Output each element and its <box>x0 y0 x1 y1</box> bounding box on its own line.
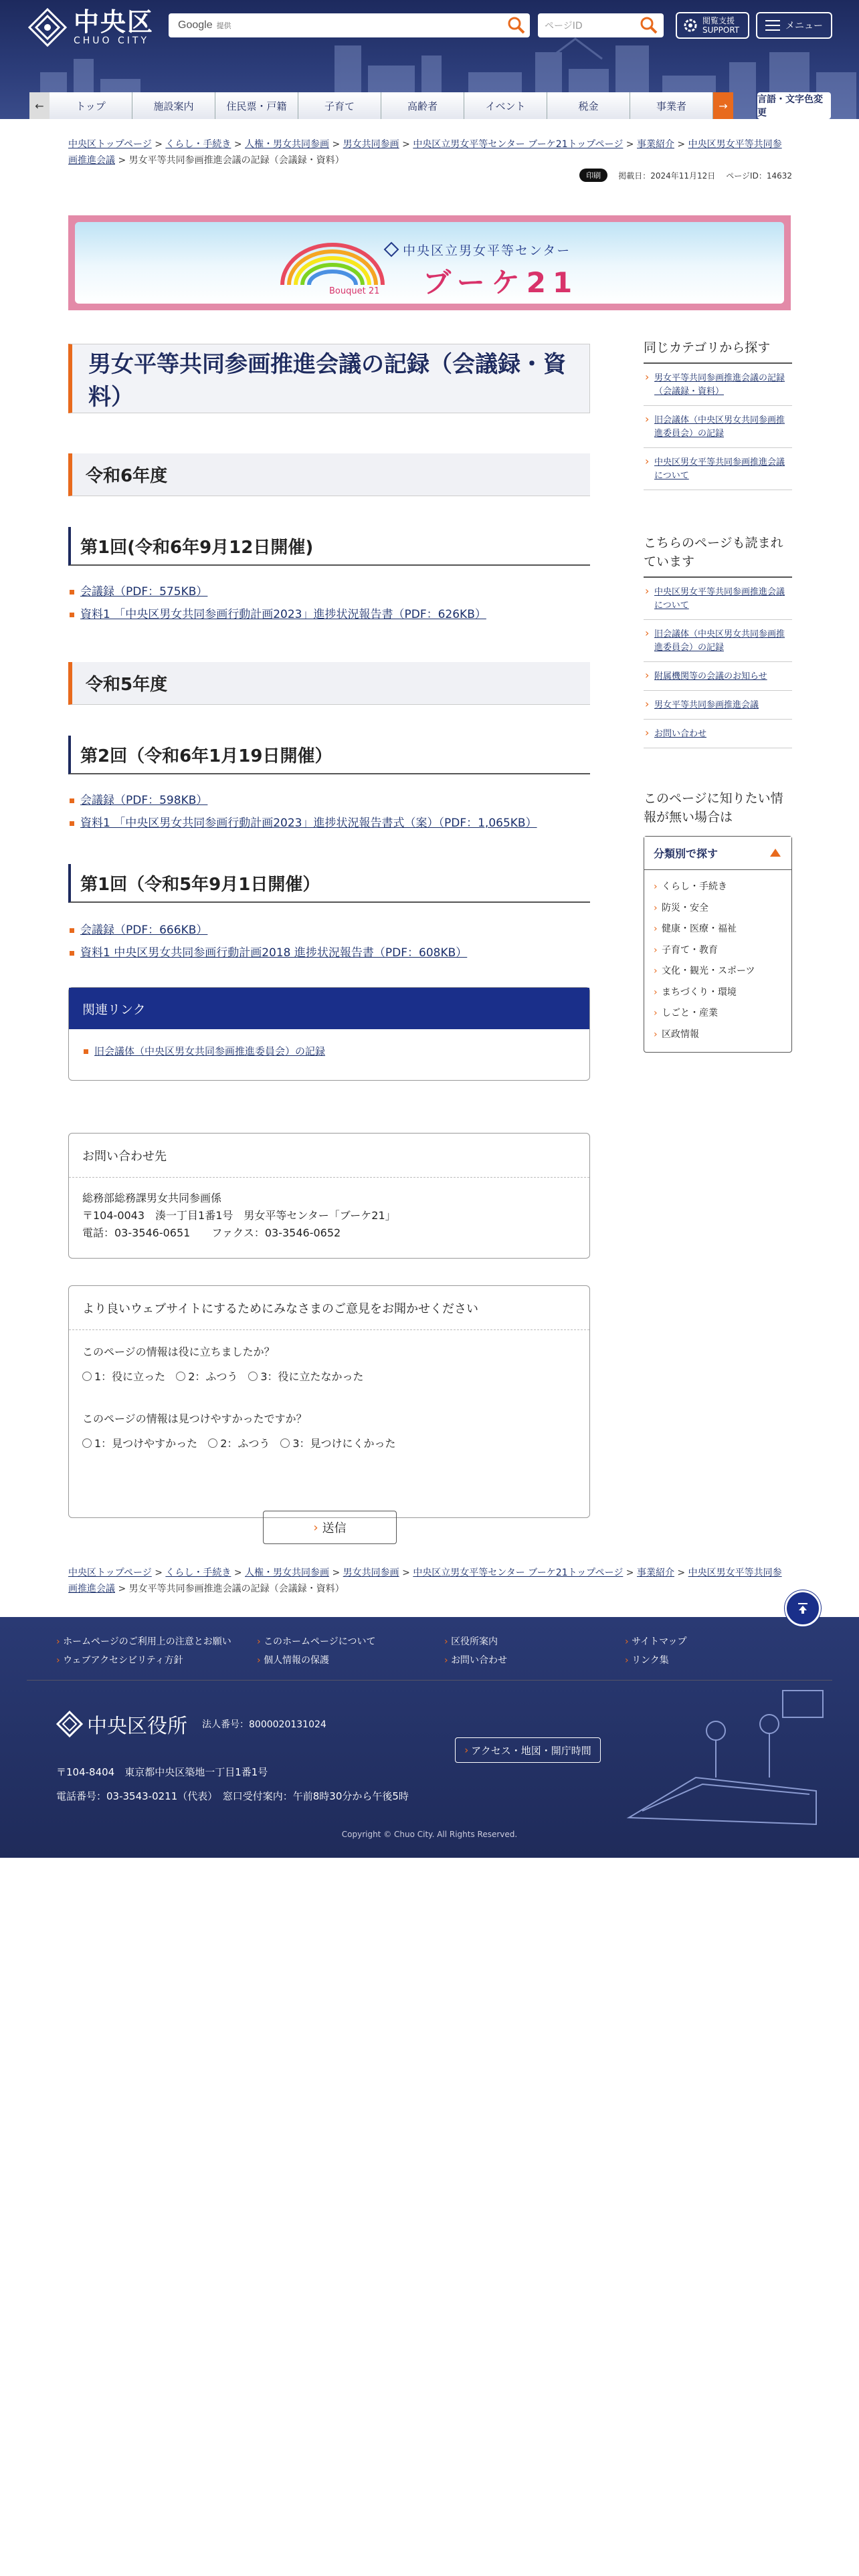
nav-item-facilities[interactable]: 施設案内 <box>132 92 215 119</box>
category-item[interactable]: › 子育て・教育 <box>654 940 791 962</box>
category-item[interactable]: › くらし・手続き <box>654 877 791 898</box>
sidebar-also-read <box>644 534 792 748</box>
language-color-button[interactable]: 言語・文字色変更 <box>757 92 831 119</box>
sidebar-link[interactable]: お問い合わせ <box>654 729 707 739</box>
breadcrumb-link[interactable]: 中央区立男女平等センター ブーケ21トップページ <box>413 139 624 150</box>
breadcrumb-link[interactable]: 中央区立男女平等センター ブーケ21トップページ <box>413 1568 624 1578</box>
survey-heading: より良いウェブサイトにするためにみなさまのご意見をお聞かせください <box>69 1286 589 1330</box>
nav-item-business[interactable]: 事業者 <box>630 92 713 119</box>
banner-title: 中央区立男女平等センター <box>403 243 571 258</box>
bouquet-caption: Bouquet 21 <box>329 286 380 296</box>
support-label-ja: 閲覧支援 <box>702 16 735 25</box>
sidebar-item <box>644 406 792 448</box>
search-icon[interactable] <box>506 15 527 35</box>
nav-item-elderly[interactable]: 高齢者 <box>381 92 464 119</box>
year-heading: 令和6年度 <box>68 453 590 496</box>
footer-link[interactable]: › ホームページのご利用上の注意とお願い <box>56 1634 257 1648</box>
survey-question-2: このページの情報は見つけやすかったですか？ <box>82 1412 307 1425</box>
survey-q1-options <box>82 1368 576 1384</box>
radio-option[interactable]: 1：見つけやすかった <box>82 1435 197 1451</box>
back-to-top-button[interactable] <box>785 1590 821 1626</box>
survey-question-1: このページの情報は役に立ちましたか？ <box>82 1346 275 1358</box>
chuo-city-emblem-icon <box>27 7 68 48</box>
market-illustration <box>615 1684 830 1831</box>
bouquet21-banner[interactable] <box>68 215 791 310</box>
global-nav <box>29 92 733 119</box>
contact-heading: お問い合わせ先 <box>69 1134 589 1178</box>
document-list <box>68 789 590 835</box>
logo-subtitle: CHUO CITY <box>74 35 150 46</box>
survey-q2-options <box>82 1435 576 1451</box>
survey-form <box>68 1285 590 1535</box>
meeting-heading: 第1回（令和5年9月1日開催） <box>68 864 590 903</box>
breadcrumb-link[interactable]: 中央区男女平等共同参画推進会議 <box>68 139 782 166</box>
footer-logo <box>56 1709 326 1739</box>
meeting-heading: 第2回（令和6年1月19日開催） <box>68 736 590 774</box>
page-id: ページID：14632 <box>726 171 792 181</box>
meeting-heading: 第1回(令和6年9月12日開催) <box>68 527 590 566</box>
updated-date: 掲載日：2024年11月12日 <box>618 171 716 181</box>
print-button[interactable]: 印刷 <box>579 169 607 182</box>
sidebar-item <box>644 620 792 662</box>
sidebar-link[interactable]: 旧会議体（中央区男女共同参画推進委員会）の記録 <box>654 415 785 439</box>
google-label: Google <box>178 19 213 31</box>
related-links-heading: 関連リンク <box>69 988 589 1029</box>
nav-item-tax[interactable]: 税金 <box>547 92 630 119</box>
category-browser <box>644 836 792 1053</box>
pdf-link[interactable]: 会議録（PDF：575KB） <box>80 585 208 599</box>
radio-icon <box>82 1438 92 1448</box>
breadcrumb-current: 男女平等共同参画推進会議の記録（会議録・資料） <box>128 155 345 166</box>
category-heading: 分類別で探す <box>654 847 719 860</box>
radio-icon <box>176 1372 185 1381</box>
banner-name: ブーケ21 <box>423 266 579 299</box>
footer-phone: 電話番号：03-3543-0211（代表） 窓口受付案内：午前8時30分から午後5時 <box>56 1790 409 1802</box>
sidebar-heading: 同じカテゴリから探す <box>644 338 792 364</box>
provider-label: 提供 <box>216 21 231 30</box>
footer-address: 〒104-8404 東京都中央区築地一丁目1番1号 <box>56 1766 268 1778</box>
sidebar-item <box>644 662 792 691</box>
page-id-search-icon[interactable] <box>638 15 660 35</box>
breadcrumb-link[interactable]: くらし・手続き <box>165 1568 231 1578</box>
logo-title: 中央区 <box>74 7 155 37</box>
contact-address: 〒104-0043 湊一丁目1番1号 男女平等センター「ブーケ21」 <box>82 1209 396 1222</box>
sidebar-link[interactable]: 男女平等共同参画推進会議の記録（会議録・資料） <box>654 373 785 397</box>
list-item <box>68 580 590 603</box>
gear-icon <box>682 17 698 33</box>
nav-next-arrow-icon[interactable]: → <box>713 92 733 119</box>
hamburger-icon <box>765 20 780 31</box>
access-label: アクセス・地図・開庁時間 <box>471 1744 591 1757</box>
pdf-link[interactable]: 資料1 「中央区男女共同参画行動計画2023」進捗状況報告書式（案）（PDF：1,065KB） <box>80 817 537 830</box>
menu-button[interactable] <box>756 12 832 39</box>
sidebar-link[interactable]: 男女平等共同参画推進会議 <box>654 700 759 710</box>
site-search-input[interactable] <box>169 13 530 37</box>
sidebar-item <box>644 448 792 490</box>
list-item <box>82 1040 576 1063</box>
accessibility-support-button[interactable] <box>676 12 749 39</box>
year-heading: 令和5年度 <box>68 662 590 705</box>
footer-link[interactable]: › お問い合わせ <box>444 1653 625 1667</box>
sidebar-same-category <box>644 338 792 490</box>
pdf-link[interactable]: 会議録（PDF：666KB） <box>80 924 208 937</box>
list-item <box>68 942 590 964</box>
category-item[interactable]: › まちづくり・環境 <box>654 982 791 1004</box>
sidebar-link[interactable]: 旧会議体（中央区男女共同参画推進委員会）の記録 <box>654 629 785 653</box>
footer-divider <box>27 1680 832 1681</box>
related-links-list <box>69 1029 589 1073</box>
category-item[interactable]: › 文化・観光・スポーツ <box>654 961 791 982</box>
submit-label: 送信 <box>322 1521 347 1535</box>
footer-links <box>56 1634 799 1667</box>
page-meta <box>569 169 792 182</box>
arrow-up-icon <box>796 1602 809 1615</box>
breadcrumb-link[interactable]: 中央区トップページ <box>68 139 152 150</box>
radio-icon <box>280 1438 290 1448</box>
contact-phone: 電話：03-3546-0651 ファクス：03-3546-0652 <box>82 1226 341 1239</box>
radio-option[interactable]: 2：ふつう <box>208 1435 270 1451</box>
submit-button[interactable]: › 送信 <box>263 1511 397 1544</box>
chuo-emblem-icon <box>384 242 399 257</box>
related-link[interactable]: 旧会議体（中央区男女共同参画推進委員会）の記録 <box>94 1045 326 1057</box>
page-id-placeholder: ページID <box>545 21 583 31</box>
document-list <box>68 580 590 626</box>
copyright: Copyright © Chuo City. All Rights Reserved. <box>341 1830 518 1839</box>
sidebar-link[interactable]: 附属機関等の会議のお知らせ <box>654 671 767 681</box>
sidebar-item <box>644 691 792 720</box>
breadcrumb-link[interactable]: 人権・男女共同参画 <box>245 1568 330 1578</box>
sidebar-item <box>644 364 792 406</box>
document-list <box>68 919 590 964</box>
pdf-link[interactable]: 会議録（PDF：598KB） <box>80 794 208 807</box>
breadcrumb-link[interactable]: 人権・男女共同参画 <box>245 139 330 150</box>
site-logo[interactable] <box>27 7 154 48</box>
rainbow-people-illustration <box>276 231 389 292</box>
footer-link[interactable]: › 個人情報の保護 <box>257 1653 444 1667</box>
category-toggle[interactable] <box>644 837 791 870</box>
page-title: 男女平等共同参画推進会議の記録（会議録・資料） <box>68 344 590 413</box>
nav-item-residency[interactable]: 住民票・戸籍 <box>215 92 298 119</box>
sidebar-link[interactable]: 中央区男女平等共同参画推進会議について <box>654 457 785 481</box>
site-footer <box>0 1617 859 1858</box>
sidebar-item <box>644 720 792 748</box>
sidebar-find-heading: このページに知りたい情報が無い場合は <box>644 791 783 825</box>
breadcrumb-bottom: 中央区トップページ > くらし・手続き > 人権・男女共同参画 > 男女共同参画 > 中央区立男女平等センター ブーケ21トップページ > 事業紹介 > 中央区男女平等共同参画推進会議 > 男女平等共同参画推進会議の記録（会議録・資料） <box>68 1568 782 1594</box>
radio-option[interactable]: 2：ふつう <box>176 1368 237 1384</box>
breadcrumb-current: 男女平等共同参画推進会議の記録（会議録・資料） <box>128 1584 345 1594</box>
menu-label: メニュー <box>785 21 823 31</box>
radio-icon <box>248 1372 258 1381</box>
footer-link[interactable]: › このホームページについて <box>257 1634 444 1648</box>
footer-org-name: 中央区役所 <box>87 1715 187 1738</box>
breadcrumb-link[interactable]: 男女共同参画 <box>343 1568 399 1578</box>
sidebar-link[interactable]: 中央区男女平等共同参画推進会議について <box>654 587 785 611</box>
pdf-link[interactable]: 資料1 中央区男女共同参画行動計画2018 進捗状況報告書（PDF：608KB） <box>80 946 468 960</box>
category-item[interactable]: › 防災・安全 <box>654 898 791 920</box>
sidebar-item <box>644 578 792 620</box>
list-item <box>68 919 590 942</box>
sidebar-heading: こちらのページも読まれています <box>644 534 792 578</box>
category-item[interactable]: › しごと・産業 <box>654 1003 791 1025</box>
list-item <box>68 789 590 812</box>
contact-box <box>68 1133 590 1259</box>
breadcrumb-link[interactable]: 事業紹介 <box>636 139 674 150</box>
breadcrumb-link[interactable]: くらし・手続き <box>165 139 231 150</box>
radio-icon <box>208 1438 217 1448</box>
nav-item-top[interactable]: トップ <box>50 92 132 119</box>
radio-option[interactable]: 3：見つけにくかった <box>280 1435 395 1451</box>
radio-option[interactable]: 3：役に立たなかった <box>248 1368 363 1384</box>
triangle-up-icon <box>770 849 781 857</box>
breadcrumb: 中央区トップページ > くらし・手続き > 人権・男女共同参画 > 男女共同参画 > 中央区立男女平等センター ブーケ21トップページ > 事業紹介 > 中央区男女平等共同参画推進会議 > 男女平等共同参画推進会議の記録（会議録・資料） <box>68 139 782 166</box>
list-item <box>68 603 590 626</box>
breadcrumb-link[interactable]: 中央区男女平等共同参画推進会議 <box>68 1568 782 1594</box>
radio-icon <box>82 1372 92 1381</box>
nav-prev-arrow-icon[interactable]: ← <box>29 92 50 119</box>
contact-dept: 総務部総務課男女共同参画係 <box>82 1192 222 1204</box>
breadcrumb-link[interactable]: 中央区トップページ <box>68 1568 152 1578</box>
breadcrumb-link[interactable]: 男女共同参画 <box>343 139 399 150</box>
access-button[interactable]: › アクセス・地図・開庁時間 <box>455 1737 601 1763</box>
category-item[interactable]: › 健康・医療・福祉 <box>654 919 791 940</box>
nav-item-events[interactable]: イベント <box>464 92 547 119</box>
list-item <box>68 812 590 835</box>
radio-option[interactable]: 1：役に立った <box>82 1368 165 1384</box>
footer-corp-number: 法人番号：8000020131024 <box>202 1719 326 1730</box>
support-label-en: SUPPORT <box>702 25 740 35</box>
chuo-city-emblem-icon <box>56 1711 83 1737</box>
category-item[interactable]: › 区政情報 <box>654 1025 791 1046</box>
pdf-link[interactable]: 資料1 「中央区男女共同参画行動計画2023」進捗状況報告書（PDF：626KB） <box>80 608 486 621</box>
footer-link[interactable]: › ウェブアクセシビリティ方針 <box>56 1653 257 1667</box>
breadcrumb-link[interactable]: 事業紹介 <box>636 1568 674 1578</box>
footer-link[interactable]: › リンク集 <box>625 1653 799 1667</box>
site-header <box>0 0 859 119</box>
footer-link[interactable]: › サイトマップ <box>625 1634 799 1648</box>
nav-item-childcare[interactable]: 子育て <box>298 92 381 119</box>
related-links-box <box>68 987 590 1081</box>
footer-link[interactable]: › 区役所案内 <box>444 1634 625 1648</box>
